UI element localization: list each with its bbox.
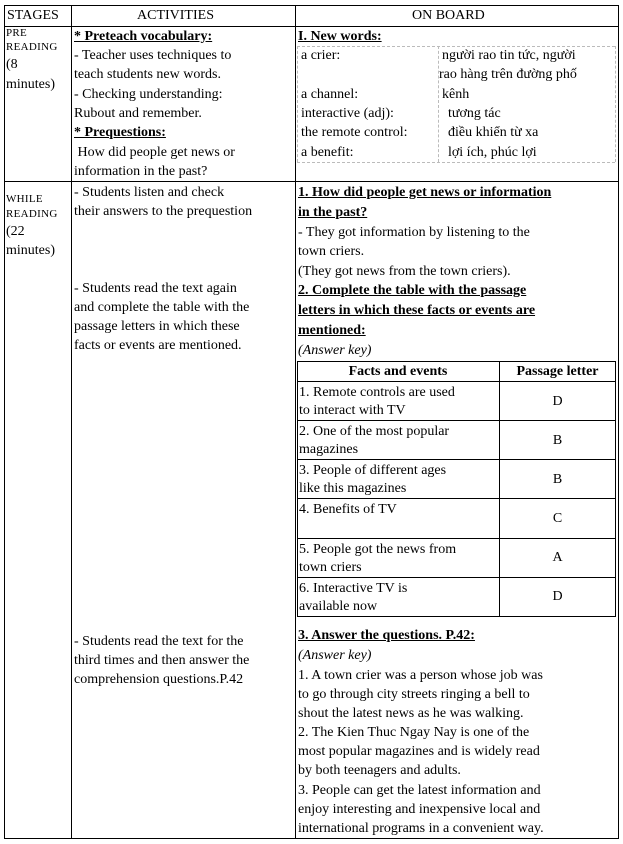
answer-table-border [297,361,298,617]
while-activity-line: and complete the table with the [74,300,250,315]
vocab-box-border [297,162,615,163]
while-activity-line: - Students listen and check [74,185,225,200]
table-row-fact: to interact with TV [299,403,406,418]
new-words-title: I. New words: [298,29,382,44]
answer-table-border [297,381,616,382]
answer-table-border [297,538,616,539]
pre-activity-line: - Checking understanding: [74,87,223,102]
answer-key-label: (Answer key) [298,343,372,358]
table-row-letter: A [552,550,563,565]
q3-answer-line: by both teenagers and adults. [298,763,461,778]
table-row-fact: 2. One of the most popular [299,424,450,439]
header-stages: STAGES [7,8,59,23]
table-row-fact: 5. People got the news from [299,542,457,557]
while-stage-line: (22 [6,224,25,239]
table-header-letter: Passage letter [516,364,599,379]
while-stage-line: minutes) [6,243,55,258]
table-row-letter: D [552,589,563,604]
table-row-fact: 6. Interactive TV is [299,581,408,596]
header-activities: ACTIVITIES [137,8,214,23]
vocab-meaning: người rao tin tức, người [442,48,576,63]
pre-stage-line: minutes) [6,77,55,92]
table-row-letter: C [552,511,563,526]
q3-answer-line: 1. A town crier was a person whose job was [298,668,543,683]
q3-answer-line: 2. The Kien Thuc Ngay Nay is one of the [298,725,530,740]
vocab-term: a crier: [301,48,341,63]
q1-answer: (They got news from the town criers). [298,264,511,279]
vocab-term: a channel: [301,87,359,102]
q3-answer-line: enjoy interesting and inexpensive local and [298,802,541,817]
table-row-fact: magazines [299,442,359,457]
grid-line [4,181,619,182]
while-activity-line: facts or events are mentioned. [74,338,242,353]
q3-answer-line: shout the latest news as he was walking. [298,706,524,721]
q1-answer: - They got information by listening to the [298,225,530,240]
while-activity-line: - Students read the text for the [74,634,244,649]
answer-table-border [297,498,616,499]
q3-answer-line: 3. People can get the latest information and [298,783,541,798]
grid-line [71,5,72,839]
grid-line [618,5,619,839]
grid-line [4,5,5,839]
pre-activity-line: Rubout and remember. [74,106,202,121]
answer-table-border [297,420,616,421]
q3-title: 3. Answer the questions. P.42: [298,628,475,643]
pre-stage-line: PRE [6,27,28,39]
table-row-letter: D [552,394,563,409]
q1-answer: town criers. [298,244,365,259]
table-row-letter: B [552,472,563,487]
vocab-meaning: điều khiển từ xa [448,125,539,140]
table-row-fact: town criers [299,560,362,575]
pre-activity-line: How did people get news or [74,145,235,160]
pre-activity-line: teach students new words. [74,67,221,82]
pre-stage-line: READING [6,41,58,53]
grid-line [4,5,619,6]
grid-line [295,5,296,839]
table-row-letter: B [552,433,563,448]
table-row-fact: 1. Remote controls are used [299,385,455,400]
q1-title: in the past? [298,205,368,220]
vocab-term: interactive (adj): [301,106,394,121]
q2-title: letters in which these facts or events are [298,303,536,318]
while-activity-line: comprehension questions.P.42 [74,672,244,687]
while-activity-line: - Students read the text again [74,281,237,296]
answer-table-border [615,361,616,617]
vocab-box-border [615,46,616,162]
while-activity-line: their answers to the prequestion [74,204,253,219]
table-row-fact: 3. People of different ages [299,463,447,478]
vocab-box-border [297,46,298,162]
answer-table-border [297,577,616,578]
prequestions-heading: * Prequestions: [74,125,166,140]
table-row-fact: like this magazines [299,481,407,496]
while-stage-line: READING [6,208,58,220]
vocab-meaning: kênh [442,87,470,102]
q3-answer-line: most popular magazines and is widely read [298,744,540,759]
vocab-term: a benefit: [301,145,354,160]
vocab-meaning: tương tác [448,106,501,121]
q3-answer-line: to go through city streets ringing a bell to [298,687,530,702]
q3-answer-line: international programs in a convenient way. [298,821,544,836]
pre-activity-line: information in the past? [74,164,208,179]
while-activity-line: third times and then answer the [74,653,250,668]
while-stage-line: WHILE [6,193,43,205]
header-on-board: ON BOARD [412,8,485,23]
vocab-box-border [438,46,439,162]
table-row-fact: available now [299,599,378,614]
table-row-fact: 4. Benefits of TV [299,502,397,517]
vocab-meaning: rao hàng trên đường phố [439,67,577,82]
vocab-term: the remote control: [301,125,408,140]
preteach-heading: * Preteach vocabulary: [74,29,213,44]
pre-stage-line: (8 [6,57,18,72]
q2-title: 2. Complete the table with the passage [298,283,527,298]
vocab-meaning: lợi ích, phúc lợi [448,145,537,160]
q2-title: mentioned: [298,323,366,338]
grid-line [4,838,619,839]
while-activity-line: passage letters in which these [74,319,240,334]
answer-table-border [297,616,616,617]
q1-title: 1. How did people get news or information [298,185,552,200]
answer-table-border [297,459,616,460]
pre-activity-line: - Teacher uses techniques to [74,48,232,63]
table-header-facts: Facts and events [348,364,448,379]
answer-key-label: (Answer key) [298,648,372,663]
